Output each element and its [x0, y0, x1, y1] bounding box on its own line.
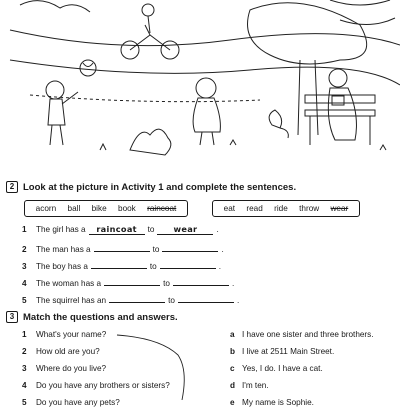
answer-blank-2[interactable] — [178, 293, 234, 303]
sentence-start: The squirrel has an — [36, 296, 107, 305]
answer-blank-1[interactable] — [91, 259, 147, 269]
exercise-number: 3 — [6, 311, 18, 323]
sentence-end: . — [218, 262, 222, 271]
question-row — [22, 330, 106, 339]
word-box-word: eat — [223, 204, 236, 213]
question-row — [22, 381, 170, 390]
sentence-number: 1 — [22, 225, 27, 234]
question-number: 2 — [22, 347, 27, 356]
question-text: Where do you live? — [36, 364, 107, 373]
answer-letter: a — [230, 330, 235, 339]
word-box-word: ball — [67, 204, 81, 213]
question-number: 4 — [22, 381, 27, 390]
sentence-row — [22, 225, 219, 235]
question-number: 3 — [22, 364, 27, 373]
answer-row — [230, 398, 314, 407]
sentence-start: The woman has a — [36, 279, 102, 288]
exercise-2-instruction: Look at the picture in Activity 1 and complete the sentences. — [23, 181, 297, 193]
answer-row — [230, 381, 269, 390]
sentence-number: 3 — [22, 262, 27, 271]
sentence-to: to — [147, 225, 155, 234]
answer-blank-1[interactable]: raincoat — [89, 225, 145, 235]
answer-blank-1[interactable] — [109, 293, 165, 303]
question-text: Do you have any brothers or sisters? — [36, 381, 170, 390]
answer-row — [230, 330, 374, 339]
answer-letter: e — [230, 398, 235, 407]
sentence-start: The girl has a — [36, 225, 86, 234]
answer-text: I have one sister and three brothers. — [242, 330, 374, 339]
sentence-end: . — [216, 225, 219, 234]
answer-text: I'm ten. — [242, 381, 269, 390]
sentence-end: . — [221, 245, 224, 254]
answer-blank-1[interactable] — [104, 276, 160, 286]
sentence-row — [22, 259, 221, 271]
answer-blank-2[interactable] — [160, 259, 216, 269]
answer-blank-1[interactable] — [94, 242, 150, 252]
sentence-to: to — [168, 296, 175, 305]
park-scene-illustration — [0, 0, 400, 170]
answer-text: I live at 2511 Main Street. — [242, 347, 335, 356]
word-box-word: acorn — [35, 204, 57, 213]
sentence-to: to — [149, 262, 157, 271]
exercise-number: 2 — [6, 181, 18, 193]
word-box-word: book — [118, 204, 136, 213]
answer-blank-2[interactable] — [162, 242, 218, 252]
question-text: Do you have any pets? — [36, 398, 120, 407]
sentence-row — [22, 242, 224, 254]
word-box-verbs — [212, 200, 360, 217]
sentence-end: . — [231, 279, 235, 288]
question-text: How old are you? — [36, 347, 100, 356]
question-row — [22, 364, 106, 373]
word-box-word: bike — [91, 204, 107, 213]
word-box-word: wear — [330, 204, 349, 213]
sentence-to: to — [152, 245, 160, 254]
answer-row — [230, 347, 334, 356]
sentence-start: The man has a — [36, 245, 91, 254]
answer-text: My name is Sophie. — [242, 398, 314, 407]
sentence-end: . — [236, 296, 240, 305]
word-box-nouns — [24, 200, 188, 217]
sentence-start: The boy has a — [36, 262, 88, 271]
answer-blank-2[interactable]: wear — [157, 225, 213, 235]
sentence-row — [22, 276, 234, 288]
answer-row — [230, 364, 323, 373]
question-number: 1 — [22, 330, 27, 339]
answer-letter: d — [230, 381, 236, 390]
sentence-number: 5 — [22, 296, 27, 305]
sentence-to: to — [163, 279, 170, 288]
exercise-2-heading — [6, 181, 296, 193]
sentence-number: 4 — [22, 279, 27, 288]
question-row — [22, 398, 120, 407]
answer-letter: c — [230, 364, 235, 373]
word-box-word: throw — [299, 204, 320, 213]
sentence-number: 2 — [22, 245, 27, 254]
exercise-3-heading — [6, 311, 178, 323]
answer-letter: b — [230, 347, 236, 356]
question-row — [22, 347, 100, 356]
question-number: 5 — [22, 398, 27, 407]
sentence-row — [22, 293, 239, 305]
question-text: What's your name? — [36, 330, 107, 339]
answer-text: Yes, I do. I have a cat. — [242, 364, 323, 373]
word-box-word: read — [246, 204, 263, 213]
exercise-3-instruction: Match the questions and answers. — [23, 311, 178, 323]
answer-blank-2[interactable] — [173, 276, 229, 286]
word-box-word: ride — [274, 204, 288, 213]
word-box-word: raincoat — [147, 204, 177, 213]
